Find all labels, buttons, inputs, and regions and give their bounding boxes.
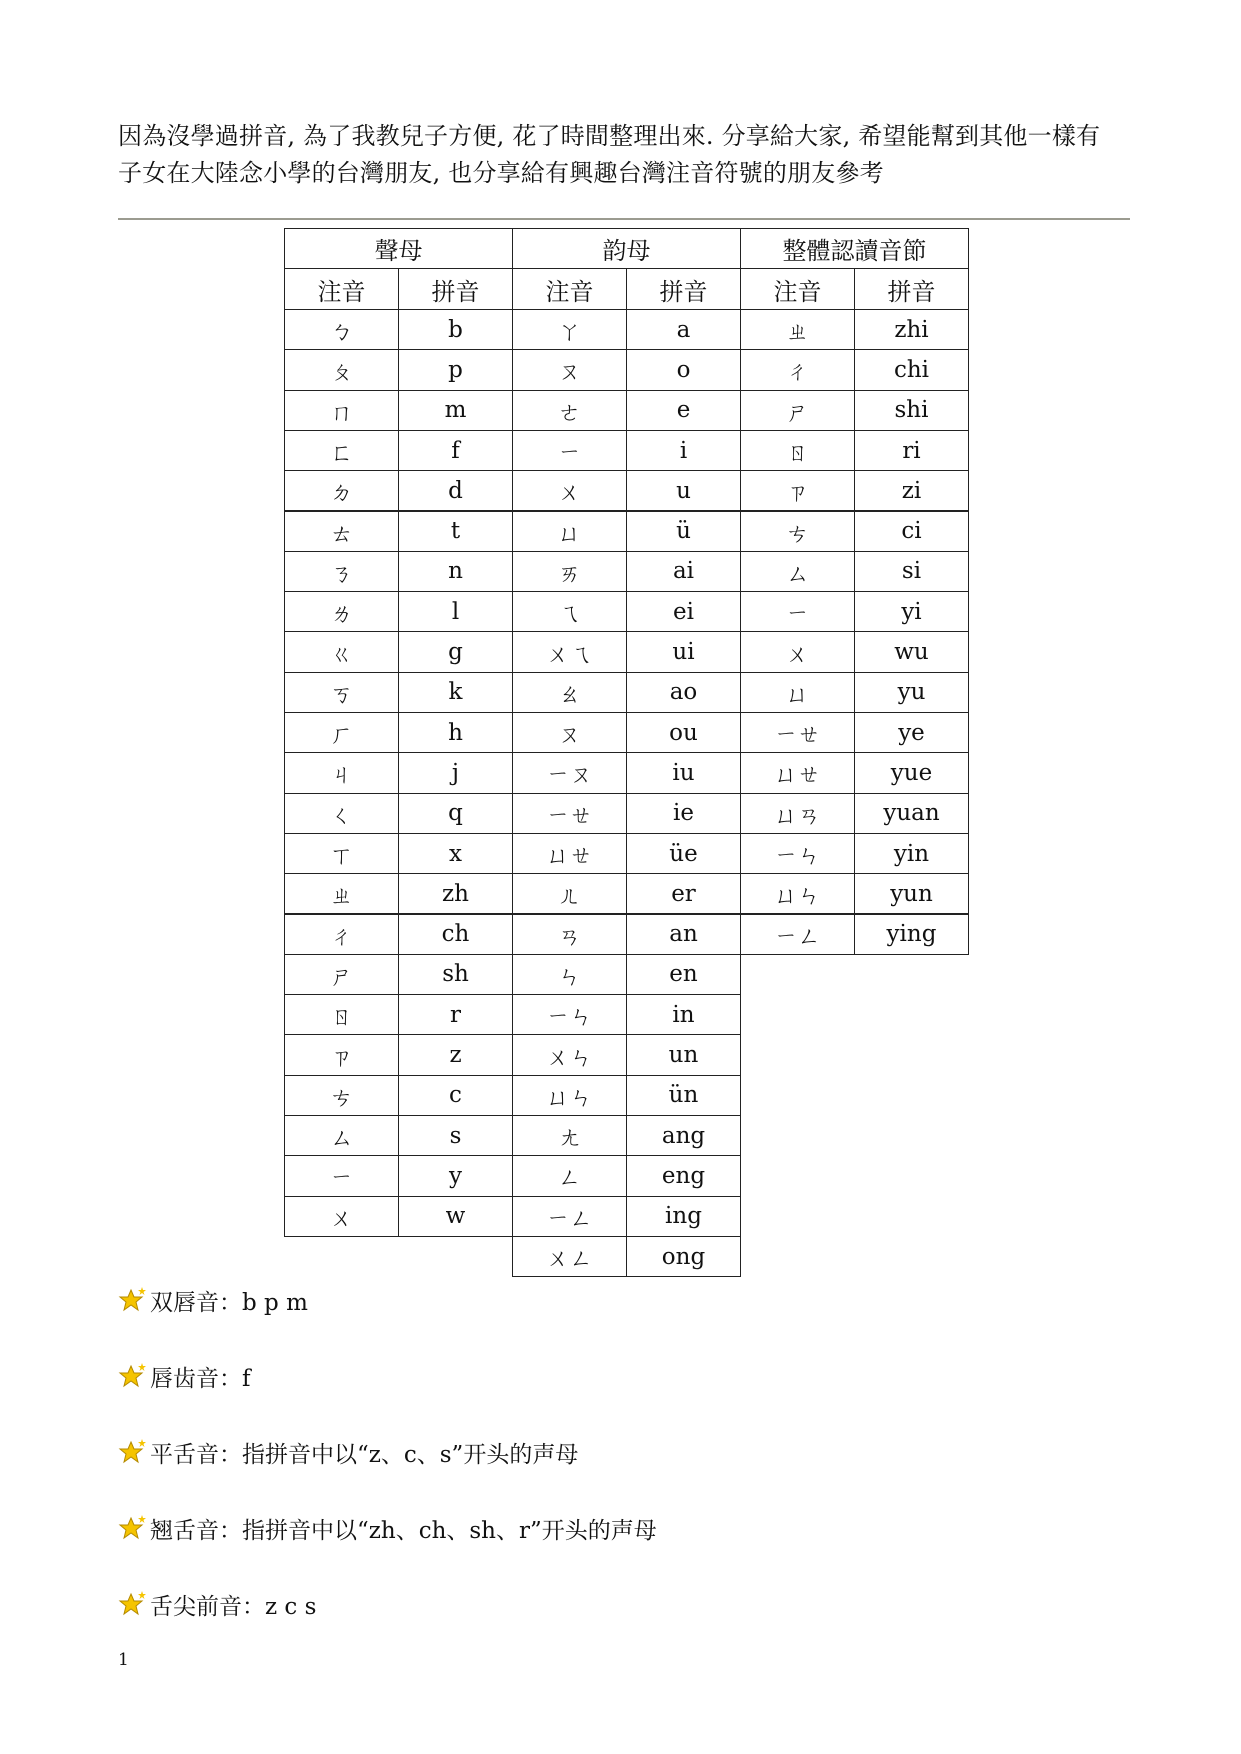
zhengti-zhuyin-cell: ㄖ	[740, 430, 855, 471]
zhengti-pinyin-cell: si	[854, 551, 969, 592]
shengmu-zhuyin-cell: ㄙ	[284, 1115, 399, 1156]
zhengti-pinyin-cell: zi	[854, 470, 969, 511]
shengmu-zhuyin-cell: ㄗ	[284, 1034, 399, 1075]
zhengti-pinyin-cell: yi	[854, 591, 969, 632]
horizontal-rule	[118, 218, 1130, 220]
shengmu-zhuyin-cell: ㄏ	[284, 712, 399, 753]
yunmu-zhuyin-cell: ㄚ	[512, 309, 627, 350]
yunmu-zhuyin-cell: ㄨㄣ	[512, 1034, 627, 1075]
zhengti-zhuyin-cell: ㄗ	[740, 470, 855, 511]
yunmu-pinyin-cell: en	[626, 954, 741, 995]
shengmu-zhuyin-cell: ㄓ	[284, 873, 399, 914]
shengmu-pinyin-cell: n	[398, 551, 513, 592]
shengmu-zhuyin-cell: ㄨ	[284, 1196, 399, 1237]
sub-header: 注音	[740, 268, 855, 310]
note-item	[118, 1512, 657, 1545]
shengmu-zhuyin-cell: ㄑ	[284, 793, 399, 834]
zhengti-pinyin-cell: ci	[854, 511, 969, 552]
zhengti-pinyin-cell: wu	[854, 631, 969, 672]
yunmu-pinyin-cell: in	[626, 994, 741, 1035]
yunmu-zhuyin-cell: ㄩㄝ	[512, 833, 627, 874]
zhengti-pinyin-cell: yuan	[854, 793, 969, 834]
yunmu-pinyin-cell: ou	[626, 712, 741, 753]
shengmu-zhuyin-cell: ㄍ	[284, 631, 399, 672]
yunmu-pinyin-cell: o	[626, 349, 741, 390]
shengmu-pinyin-cell: w	[398, 1196, 513, 1237]
note-item	[118, 1588, 316, 1621]
yunmu-zhuyin-cell: ㄡ	[512, 712, 627, 753]
yunmu-pinyin-cell: ui	[626, 631, 741, 672]
star-icon	[118, 1438, 148, 1468]
yunmu-zhuyin-cell: ㄡ	[512, 349, 627, 390]
shengmu-pinyin-cell: j	[398, 752, 513, 793]
yunmu-zhuyin-cell: ㄤ	[512, 1115, 627, 1156]
zhengti-zhuyin-cell: ㄘ	[740, 511, 855, 552]
sub-header: 拼音	[626, 268, 741, 310]
shengmu-pinyin-cell: zh	[398, 873, 513, 914]
yunmu-zhuyin-cell: ㄧㄥ	[512, 1196, 627, 1237]
star-icon	[118, 1590, 148, 1620]
sub-header: 注音	[512, 268, 627, 310]
star-icon	[118, 1362, 148, 1392]
yunmu-zhuyin-cell: ㄟ	[512, 591, 627, 632]
group-header: 韵母	[512, 228, 741, 269]
zhengti-zhuyin-cell: ㄩㄣ	[740, 873, 855, 914]
zhengti-zhuyin-cell: ㄧㄝ	[740, 712, 855, 753]
intro-line-2: 子女在大陸念小學的台灣朋友, 也分享給有興趣台灣注音符號的朋友參考	[118, 159, 884, 187]
zhengti-zhuyin-cell: ㄧ	[740, 591, 855, 632]
intro-line-1: 因為沒學過拼音, 為了我教兒子方便, 花了時間整理出來. 分享給大家, 希望能幫到其他一樣有	[118, 122, 1101, 150]
yunmu-pinyin-cell: ao	[626, 672, 741, 713]
shengmu-pinyin-cell: k	[398, 672, 513, 713]
yunmu-pinyin-cell: i	[626, 430, 741, 471]
yunmu-zhuyin-cell: ㄩ	[512, 511, 627, 552]
zhengti-zhuyin-cell: ㄨ	[740, 631, 855, 672]
zhengti-pinyin-cell: zhi	[854, 309, 969, 350]
shengmu-pinyin-cell: c	[398, 1075, 513, 1116]
shengmu-zhuyin-cell: ㄒ	[284, 833, 399, 874]
shengmu-zhuyin-cell: ㄉ	[284, 470, 399, 511]
note-text: 唇齿音：f	[150, 1366, 251, 1392]
yunmu-pinyin-cell: ang	[626, 1115, 741, 1156]
zhengti-zhuyin-cell: ㄙ	[740, 551, 855, 592]
sub-header: 注音	[284, 268, 399, 310]
page-number: 1	[118, 1650, 129, 1670]
group-header: 整體認讀音節	[740, 228, 969, 269]
shengmu-pinyin-cell: t	[398, 511, 513, 552]
shengmu-zhuyin-cell: ㄕ	[284, 954, 399, 995]
yunmu-pinyin-cell: ü	[626, 511, 741, 552]
star-icon	[118, 1286, 148, 1316]
group-header: 聲母	[284, 228, 513, 269]
yunmu-zhuyin-cell: ㄞ	[512, 551, 627, 592]
yunmu-pinyin-cell: u	[626, 470, 741, 511]
shengmu-pinyin-cell: l	[398, 591, 513, 632]
yunmu-pinyin-cell: ün	[626, 1075, 741, 1116]
shengmu-pinyin-cell: f	[398, 430, 513, 471]
shengmu-zhuyin-cell: ㄆ	[284, 349, 399, 390]
yunmu-pinyin-cell: a	[626, 309, 741, 350]
zhengti-zhuyin-cell: ㄔ	[740, 349, 855, 390]
intro-paragraph	[118, 118, 1138, 192]
zhengti-zhuyin-cell: ㄧㄥ	[740, 914, 855, 955]
shengmu-pinyin-cell: b	[398, 309, 513, 350]
shengmu-pinyin-cell: g	[398, 631, 513, 672]
zhengti-pinyin-cell: yun	[854, 873, 969, 914]
shengmu-pinyin-cell: x	[398, 833, 513, 874]
shengmu-zhuyin-cell: ㄇ	[284, 390, 399, 431]
shengmu-pinyin-cell: m	[398, 390, 513, 431]
shengmu-zhuyin-cell: ㄧ	[284, 1155, 399, 1196]
shengmu-zhuyin-cell: ㄋ	[284, 551, 399, 592]
yunmu-zhuyin-cell: ㄨㄟ	[512, 631, 627, 672]
zhengti-pinyin-cell: ri	[854, 430, 969, 471]
yunmu-zhuyin-cell: ㄨㄥ	[512, 1236, 627, 1277]
zhengti-pinyin-cell: yue	[854, 752, 969, 793]
yunmu-pinyin-cell: eng	[626, 1155, 741, 1196]
note-item	[118, 1360, 251, 1393]
yunmu-pinyin-cell: üe	[626, 833, 741, 874]
zhengti-pinyin-cell: chi	[854, 349, 969, 390]
yunmu-zhuyin-cell: ㄠ	[512, 672, 627, 713]
zhengti-zhuyin-cell: ㄓ	[740, 309, 855, 350]
yunmu-pinyin-cell: e	[626, 390, 741, 431]
note-item	[118, 1284, 308, 1317]
shengmu-zhuyin-cell: ㄈ	[284, 430, 399, 471]
yunmu-pinyin-cell: ie	[626, 793, 741, 834]
zhengti-zhuyin-cell: ㄩㄝ	[740, 752, 855, 793]
shengmu-pinyin-cell: d	[398, 470, 513, 511]
yunmu-pinyin-cell: iu	[626, 752, 741, 793]
yunmu-zhuyin-cell: ㄣ	[512, 954, 627, 995]
star-icon	[118, 1514, 148, 1544]
zhengti-pinyin-cell: shi	[854, 390, 969, 431]
yunmu-zhuyin-cell: ㄨ	[512, 470, 627, 511]
zhengti-zhuyin-cell: ㄧㄣ	[740, 833, 855, 874]
shengmu-zhuyin-cell: ㄅ	[284, 309, 399, 350]
note-text: 舌尖前音：z c s	[150, 1594, 317, 1620]
zhengti-pinyin-cell: ying	[854, 914, 969, 955]
shengmu-zhuyin-cell: ㄐ	[284, 752, 399, 793]
yunmu-zhuyin-cell: ㄢ	[512, 914, 627, 955]
zhengti-pinyin-cell: yin	[854, 833, 969, 874]
yunmu-pinyin-cell: an	[626, 914, 741, 955]
yunmu-pinyin-cell: un	[626, 1034, 741, 1075]
yunmu-pinyin-cell: ong	[626, 1236, 741, 1277]
shengmu-pinyin-cell: h	[398, 712, 513, 753]
note-item	[118, 1436, 578, 1469]
zhengti-pinyin-cell: yu	[854, 672, 969, 713]
shengmu-pinyin-cell: sh	[398, 954, 513, 995]
yunmu-pinyin-cell: ai	[626, 551, 741, 592]
note-text: 平舌音：指拼音中以“z、c、s”开头的声母	[150, 1442, 579, 1468]
yunmu-zhuyin-cell: ㄧㄣ	[512, 994, 627, 1035]
shengmu-pinyin-cell: p	[398, 349, 513, 390]
yunmu-zhuyin-cell: ㄧㄡ	[512, 752, 627, 793]
shengmu-zhuyin-cell: ㄔ	[284, 914, 399, 955]
shengmu-pinyin-cell: ch	[398, 914, 513, 955]
shengmu-pinyin-cell: z	[398, 1034, 513, 1075]
zhengti-zhuyin-cell: ㄕ	[740, 390, 855, 431]
yunmu-pinyin-cell: ing	[626, 1196, 741, 1237]
yunmu-pinyin-cell: ei	[626, 591, 741, 632]
yunmu-pinyin-cell: er	[626, 873, 741, 914]
shengmu-zhuyin-cell: ㄖ	[284, 994, 399, 1035]
sub-header: 拼音	[398, 268, 513, 310]
shengmu-pinyin-cell: q	[398, 793, 513, 834]
note-text: 双唇音：b p m	[150, 1290, 308, 1316]
shengmu-pinyin-cell: y	[398, 1155, 513, 1196]
zhengti-pinyin-cell: ye	[854, 712, 969, 753]
yunmu-zhuyin-cell: ㄧㄝ	[512, 793, 627, 834]
zhengti-zhuyin-cell: ㄩㄢ	[740, 793, 855, 834]
shengmu-zhuyin-cell: ㄘ	[284, 1075, 399, 1116]
zhuyin-pinyin-table	[284, 228, 966, 1274]
shengmu-pinyin-cell: r	[398, 994, 513, 1035]
yunmu-zhuyin-cell: ㄥ	[512, 1155, 627, 1196]
note-text: 翘舌音：指拼音中以“zh、ch、sh、r”开头的声母	[150, 1518, 657, 1544]
yunmu-zhuyin-cell: ㄧ	[512, 430, 627, 471]
shengmu-zhuyin-cell: ㄊ	[284, 511, 399, 552]
yunmu-zhuyin-cell: ㄩㄣ	[512, 1075, 627, 1116]
shengmu-pinyin-cell: s	[398, 1115, 513, 1156]
shengmu-zhuyin-cell: ㄌ	[284, 591, 399, 632]
yunmu-zhuyin-cell: ㄜ	[512, 390, 627, 431]
sub-header: 拼音	[854, 268, 969, 310]
shengmu-zhuyin-cell: ㄎ	[284, 672, 399, 713]
zhengti-zhuyin-cell: ㄩ	[740, 672, 855, 713]
yunmu-zhuyin-cell: ㄦ	[512, 873, 627, 914]
